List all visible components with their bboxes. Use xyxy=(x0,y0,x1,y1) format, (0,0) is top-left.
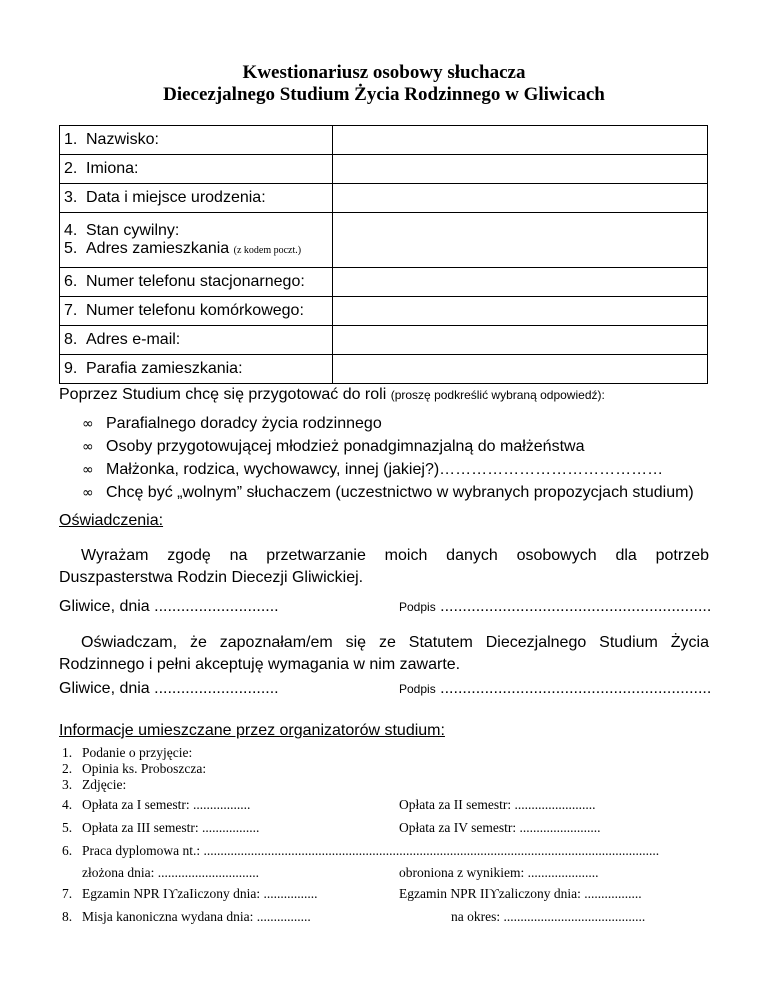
email-input-cell[interactable] xyxy=(333,326,708,355)
info-item-2: 2. Opinia ks. Proboszcza: xyxy=(62,761,207,776)
field-label-parish: Parafia zamieszkania: xyxy=(86,360,243,377)
statute-declaration: Oświadczam, że zapoznałam/em się ze Statutem Diecezjalnego Studium Życia Rodzinnego i pełni akceptuję wymagania w nim zawarte. xyxy=(59,634,709,673)
info-item-5: 5. Opłata za III semestr: ................. xyxy=(62,820,260,835)
date-line-1[interactable]: Gliwice, dnia ............................ xyxy=(59,598,279,615)
role-option-3[interactable]: ∞ Małżonka, rodzica, wychowawcy, innej (jakiej?)…………………………………… xyxy=(82,461,664,478)
consent-declaration: Wyrażam zgodę na przetwarzanie moich danych osobowych dla potrzeb Duszpasterstwa Rodzin Diecezji Gliwickiej. xyxy=(59,547,709,586)
info-item-6: 6. Praca dyplomowa nt.: ....................................................................................................................................... xyxy=(62,843,660,858)
title-line-1: Kwestionariusz osobowy słuchacza xyxy=(242,62,526,83)
info-item-4: 4. Opłata za I semestr: ................. xyxy=(62,797,251,812)
field-label-address: Adres zamieszkania xyxy=(86,240,230,257)
field-label-marital-status: Stan cywilny: xyxy=(86,222,180,239)
role-intro: Poprzez Studium chcę się przygotować do roli (proszę podkreślić wybraną odpowiedź): xyxy=(59,386,605,403)
role-option-1[interactable]: ∞ Parafialnego doradcy życia rodzinnego xyxy=(82,415,382,432)
personal-data-table: 1. Nazwisko: 2. Imiona: 3. Data i miejsce urodzenia: 4. Stan cywilny: 5. Adres zamieszkania (z kodem poczt.) 6. Numer telefonu stacjonarnego: 7. Numer telefonu komórkowego: 8. Adres e-mail: 9. Parafia zamieszkania: xyxy=(59,125,708,384)
info-item-1: 1. Podanie o przyjęcie: xyxy=(62,745,193,760)
form-title xyxy=(0,62,768,106)
organizer-info-heading: Informacje umieszczane przez organizatorów studium: xyxy=(59,722,445,739)
bullet-infinity-icon: ∞ xyxy=(82,439,94,455)
landline-input-cell[interactable] xyxy=(333,268,708,297)
title-line-2: Diecezjalnego Studium Życia Rodzinnego w Gliwicach xyxy=(163,84,605,105)
info-item-8-right: na okres: .......................................... xyxy=(451,909,646,924)
info-item-5-right: Opłata za IV semestr: ........................ xyxy=(399,820,601,835)
info-item-4-right: Opłata za II semestr: ........................ xyxy=(399,797,596,812)
field-label-landline: Numer telefonu stacjonarnego: xyxy=(86,273,305,290)
signature-line-2[interactable]: Podpis ............................................................. xyxy=(399,680,712,697)
address-note: (z kodem poczt.) xyxy=(233,245,302,256)
bullet-infinity-icon: ∞ xyxy=(82,416,94,432)
info-item-7-right: Egzamin NPR IIϒzaliczony dnia: ................. xyxy=(399,886,642,901)
field-label-first-names: Imiona: xyxy=(86,160,139,177)
role-option-2[interactable]: ∞ Osoby przygotowującej młodzież ponadgimnazjalną do małżeństwa xyxy=(82,438,585,455)
field-label-birth-date-place: Data i miejsce urodzenia: xyxy=(86,189,266,206)
field-label-mobile: Numer telefonu komórkowego: xyxy=(86,302,304,319)
mobile-input-cell[interactable] xyxy=(333,297,708,326)
info-item-8: 8. Misja kanoniczna wydana dnia: ................ xyxy=(62,909,311,924)
info-item-6-defended: obroniona z wynikiem: ..................... xyxy=(399,865,599,880)
info-item-6-submitted: złożona dnia: .............................. xyxy=(82,865,259,880)
bullet-infinity-icon: ∞ xyxy=(82,462,94,478)
info-item-7: 7. Egzamin NPR IϒzaIiczony dnia: ................ xyxy=(62,886,318,901)
field-label-email: Adres e-mail: xyxy=(86,331,181,348)
first-names-input-cell[interactable] xyxy=(333,155,708,184)
info-item-3: 3. Zdjęcie: xyxy=(62,777,127,792)
surname-input-cell[interactable] xyxy=(333,126,708,155)
marital-status-address-input-cell[interactable] xyxy=(333,213,708,268)
bullet-infinity-icon: ∞ xyxy=(82,485,94,501)
date-line-2[interactable]: Gliwice, dnia ............................ xyxy=(59,680,279,697)
role-intro-note: (proszę podkreślić wybraną odpowiedź): xyxy=(390,388,605,402)
parish-input-cell[interactable] xyxy=(333,355,708,384)
declarations-heading: Oświadczenia: xyxy=(59,512,164,529)
role-option-4[interactable]: ∞ Chcę być „wolnym” słuchaczem (uczestnictwo w wybranych propozycjach studium) xyxy=(82,484,694,501)
signature-line-1[interactable]: Podpis ............................................................. xyxy=(399,598,712,615)
birth-date-place-input-cell[interactable] xyxy=(333,184,708,213)
field-label-surname: Nazwisko: xyxy=(86,131,159,148)
